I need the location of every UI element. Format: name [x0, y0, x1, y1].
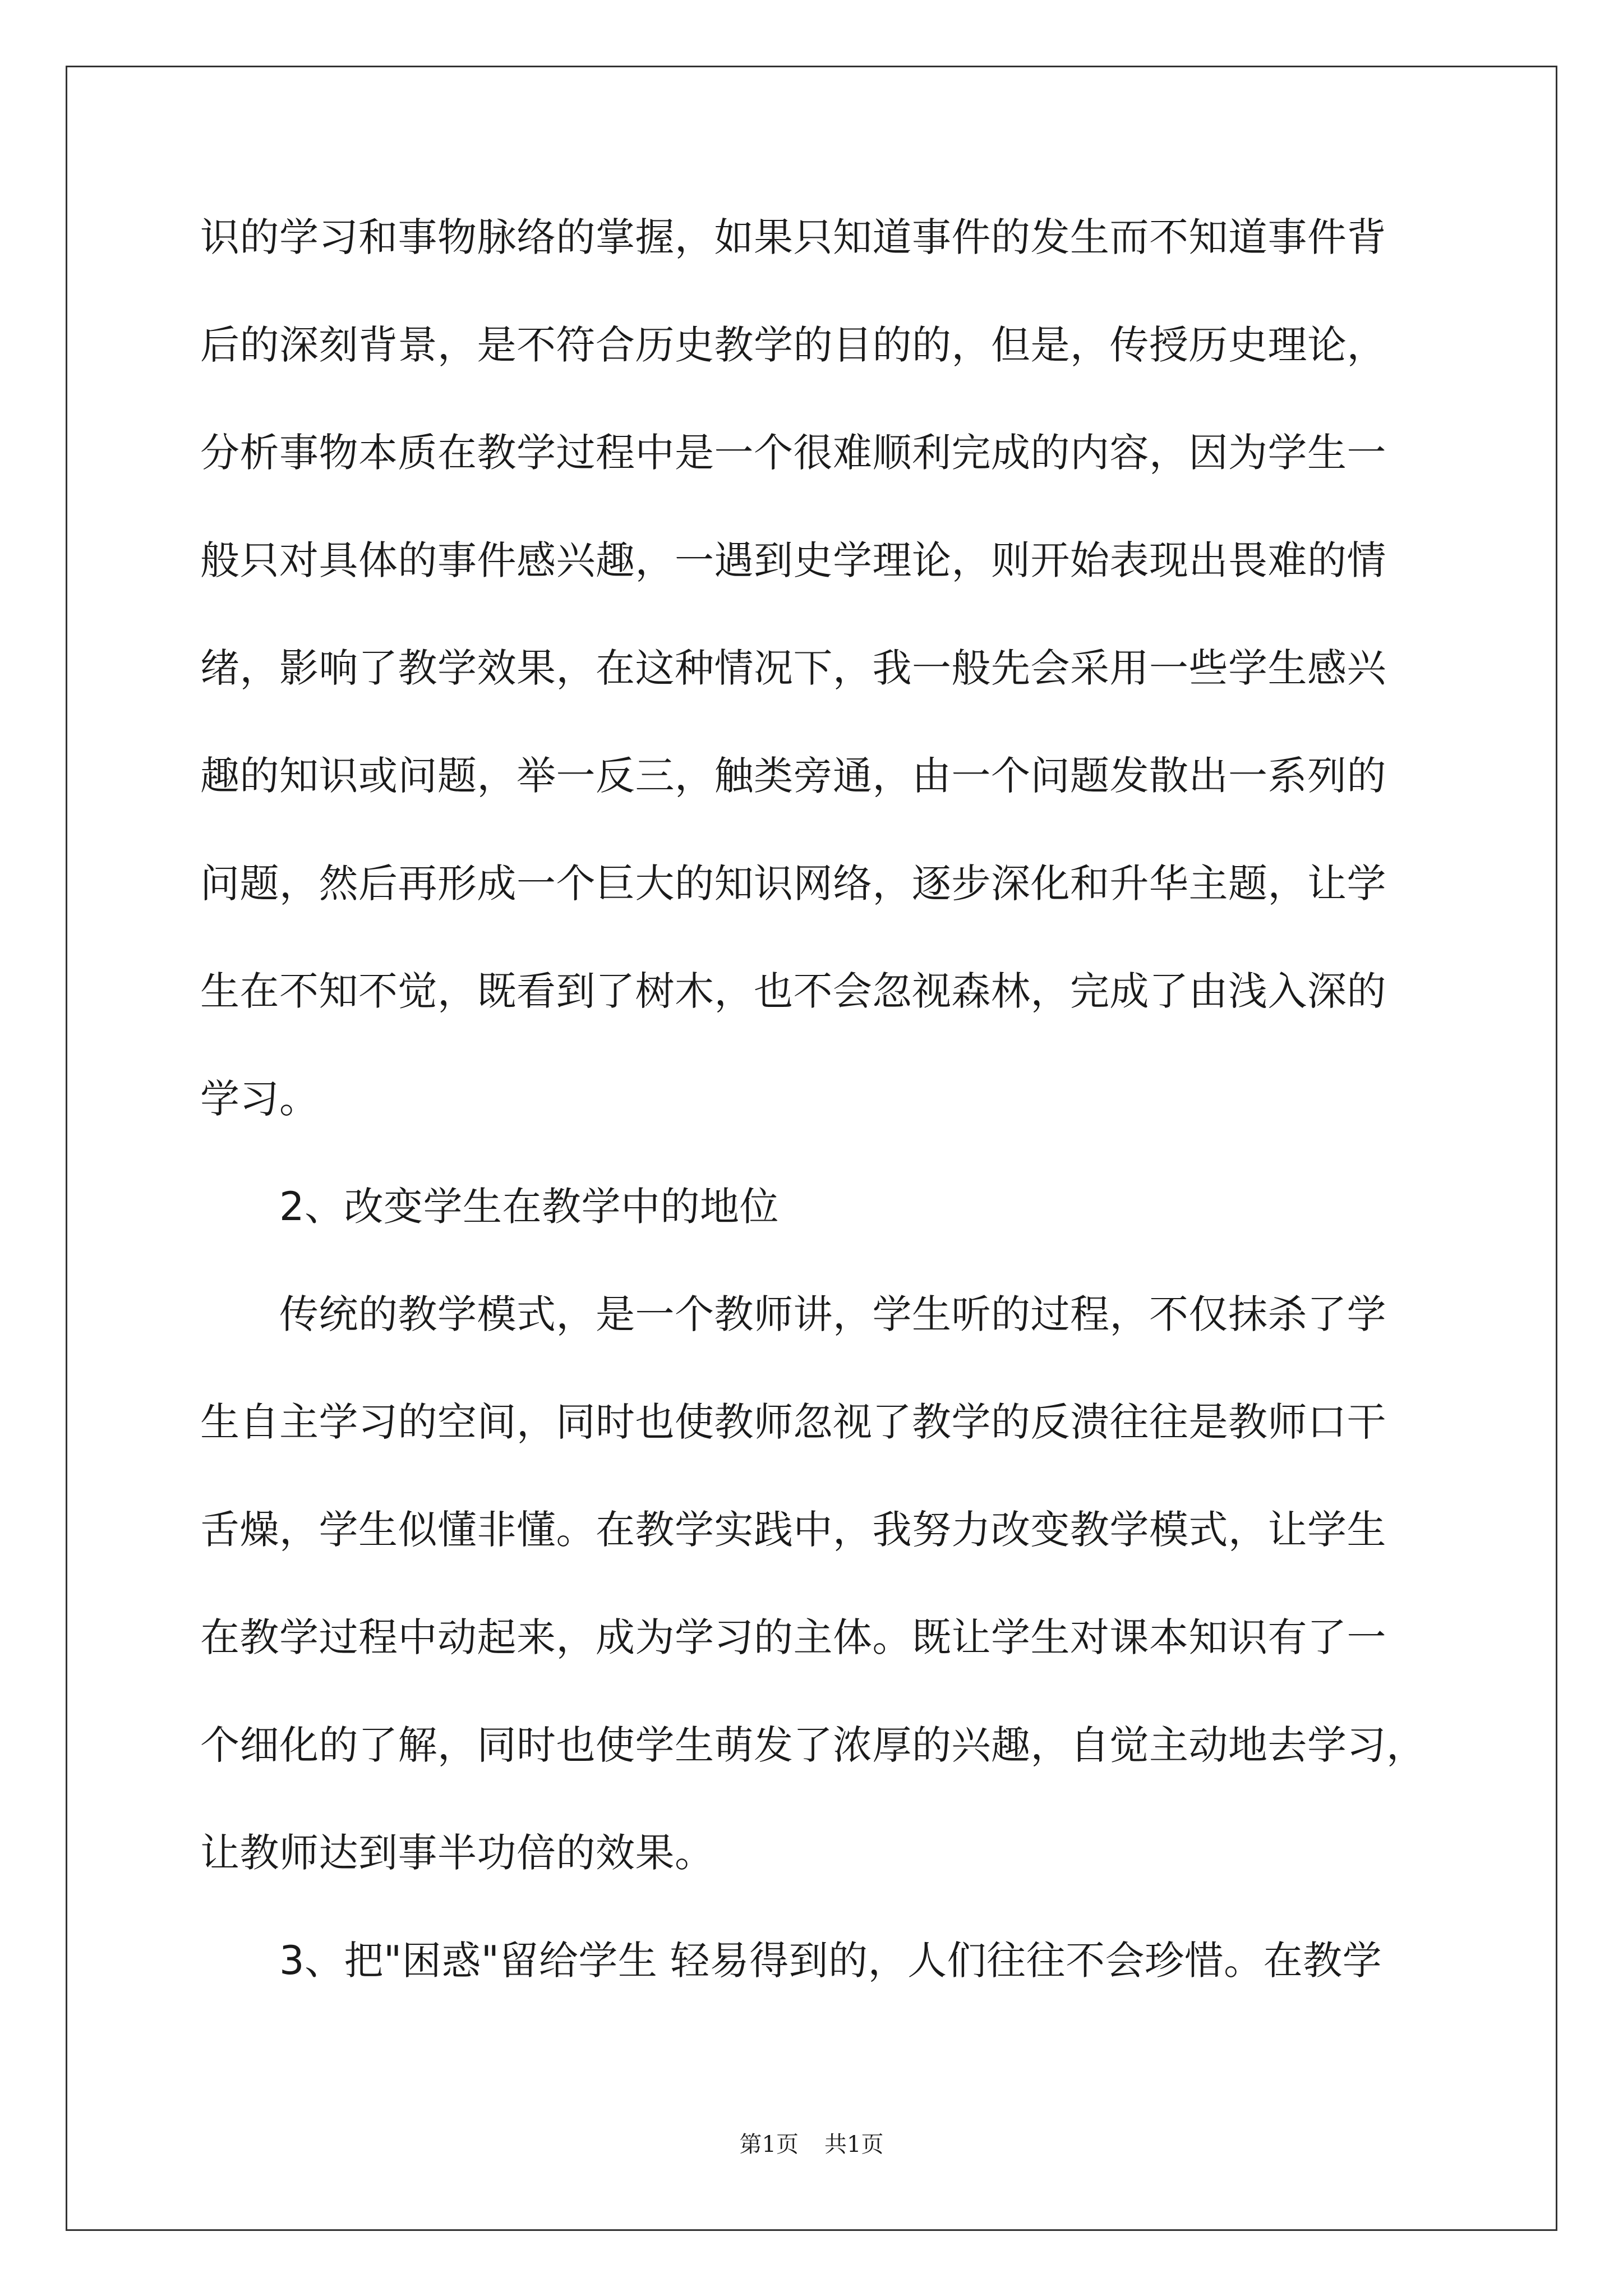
text-line: 传统的教学模式，是一个教师讲，学生听的过程，不仅抹杀了学: [200, 1291, 1386, 1337]
text-line: 个细化的了解，同时也使学生萌发了浓厚的兴趣，自觉主动地去学习，: [200, 1722, 1426, 1768]
text-line: 问题，然后再形成一个巨大的知识网络，逐步深化和升华主题，让学: [200, 861, 1386, 907]
text-line: 识的学习和事物脉络的掌握，如果只知道事件的发生而不知道事件背: [200, 214, 1386, 260]
text-line: 分析事物本质在教学过程中是一个很难顺利完成的内容，因为学生一: [200, 430, 1386, 476]
text-line: 趣的知识或问题，举一反三，触类旁通，由一个问题发散出一系列的: [200, 753, 1386, 799]
section-heading: 2、改变学生在教学中的地位: [200, 1184, 780, 1230]
text-line: 学习。: [200, 1076, 319, 1122]
text-line: 让教师达到事半功倍的效果。: [200, 1830, 714, 1876]
page-footer: [0, 2129, 1623, 2160]
text-line: 在教学过程中动起来，成为学习的主体。既让学生对课本知识有了一: [200, 1614, 1386, 1660]
text-line: 生在不知不觉，既看到了树木，也不会忽视森林，完成了由浅入深的: [200, 968, 1386, 1014]
page-total: 共1页: [824, 2132, 884, 2157]
text-line: 绪，影响了教学效果，在这种情况下，我一般先会采用一些学生感兴: [200, 645, 1386, 691]
text-line: 后的深刻背景，是不符合历史教学的目的的，但是，传授历史理论，: [200, 322, 1386, 368]
text-line: 舌燥，学生似懂非懂。在教学实践中，我努力改变教学模式，让学生: [200, 1507, 1386, 1553]
section-heading: 3、把"困惑"留给学生 轻易得到的，人们往往不会珍惜。在教学: [200, 1938, 1382, 1984]
page-border: [66, 66, 1557, 2231]
text-line: 生自主学习的空间，同时也使教师忽视了教学的反溃往往是教师口干: [200, 1399, 1386, 1445]
text-line: 般只对具体的事件感兴趣，一遇到史学理论，则开始表现出畏难的情: [200, 537, 1386, 583]
page-number: 第1页: [739, 2132, 799, 2157]
